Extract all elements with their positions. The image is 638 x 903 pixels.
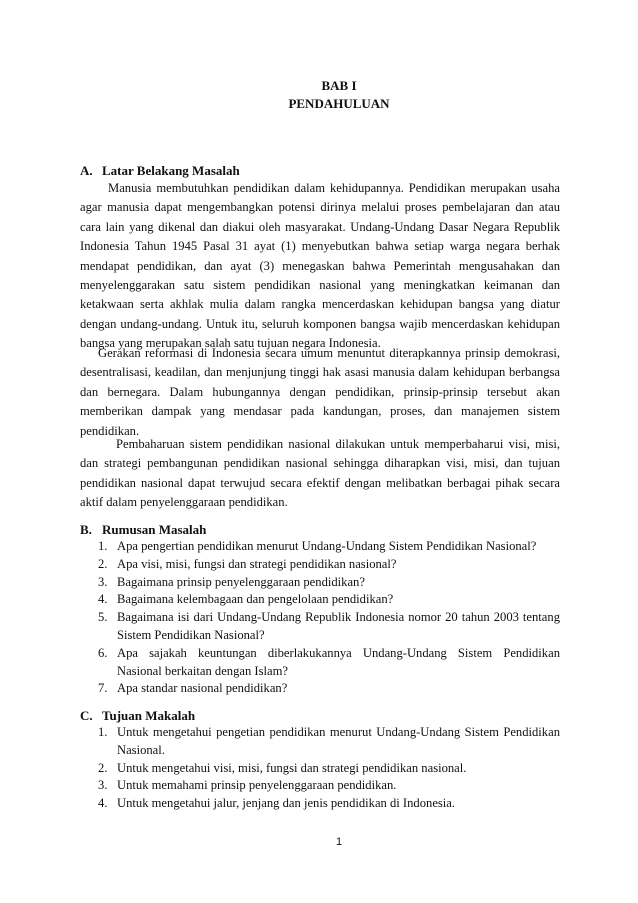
item-text: Untuk mengetahui pengetian pendidikan menurut Undang-Undang Sistem Pendidikan Nasional. <box>117 725 560 757</box>
page-number: 1 <box>335 836 343 848</box>
item-text: Apa pengertian pendidikan menurut Undang-Undang Sistem Pendidikan Nasional? <box>117 539 537 553</box>
paragraph: Gerakan reformasi di Indonesia secara umum menuntut diterapkannya prinsip demokrasi, desentralisasi, keadilan, dan menjunjung tinggi hak asasi manusia dalam kehidupan berbangsa dan bernegara. Dalam hubungannya dengan pendidikan, prinsip-prinsip tersebut akan memberikan dampak yang mendasar pada kandungan, proses, dan manajemen sistem pendidikan. <box>80 346 560 438</box>
section-title: Tujuan Makalah <box>102 708 196 723</box>
list-item <box>98 591 560 609</box>
item-number: 7. <box>98 681 108 696</box>
paragraph: Manusia membutuhkan pendidikan dalam kehidupannya. Pendidikan merupakan usaha agar manusia dapat mengembangkan potensi dirinya melalui proses pembelajaran dan atau cara lain yang dikenal dan diakui oleh masyarakat. Undang-Undang Dasar Negara Republik Indonesia Tahun 1945 Pasal 31 ayat (1) menyebutkan bahwa setiap warga negara berhak mendapat pendidikan, dan ayat (3) menegaskan bahwa Pemerintah mengusahakan dan menyelenggarakan satu sistem pendidikan nasional yang meningkatkan keimanan dan ketakwaan serta akhlak mulia dalam rangka mencerdaskan kehidupan bangsa yang diatur dengan undang-undang. Untuk itu, seluruh komponen bangsa wajib mencerdaskan kehidupan bangsa yang merupakan salah satu tujuan negara Indonesia. <box>80 181 560 351</box>
item-text: Untuk mengetahui visi, misi, fungsi dan strategi pendidikan nasional. <box>117 760 467 775</box>
item-text: Bagaimana prinsip penyelenggaraan pendidikan? <box>117 574 365 589</box>
list-item <box>98 645 560 681</box>
item-text: Untuk memahami prinsip penyelenggaraan pendidikan. <box>117 778 397 793</box>
item-number: 2. <box>98 760 108 775</box>
objective-list <box>98 724 560 813</box>
item-number: 4. <box>98 592 108 607</box>
list-item <box>98 680 560 698</box>
item-number: 6. <box>98 645 108 660</box>
list-item <box>98 538 560 556</box>
item-text: Bagaimana isi dari Undang-Undang Republik Indonesia nomor 20 tahun 2003 tentang Sistem Pendidikan Nasional? <box>117 610 560 642</box>
item-number: 1. <box>98 725 108 739</box>
item-number: 2. <box>98 556 108 571</box>
item-text: Untuk mengetahui jalur, jenjang dan jenis pendidikan di Indonesia. <box>117 796 456 811</box>
paragraph: Pembaharuan sistem pendidikan nasional dilakukan untuk memperbaharui visi, misi, dan strategi pembangunan pendidikan nasional sehingga diharapkan visi, misi, dan tujuan pendidikan nasional dapat terwujud secara efektif dengan melibatkan berbagai pihak secara aktif dalam penyelenggaraan pendidikan. <box>80 437 560 510</box>
list-item <box>98 795 560 813</box>
section-a-heading <box>80 163 240 179</box>
section-b-heading <box>80 522 206 538</box>
chapter-title: PENDAHULUAN <box>288 96 390 111</box>
list-item <box>98 724 560 760</box>
item-text: Apa visi, misi, fungsi dan strategi pendidikan nasional? <box>117 556 397 571</box>
item-number: 1. <box>98 539 108 553</box>
item-number: 3. <box>98 778 108 793</box>
item-number: 5. <box>98 610 108 625</box>
section-label: B. <box>80 522 92 537</box>
list-item <box>98 777 560 795</box>
item-text: Apa sajakah keuntungan diberlakukannya Undang-Undang Sistem Pendidikan Nasional berkaitan dengan Islam? <box>117 645 560 678</box>
section-title: Latar Belakang Masalah <box>102 163 240 178</box>
list-item <box>98 556 560 574</box>
section-title: Rumusan Masalah <box>102 522 207 537</box>
item-number: 4. <box>98 796 108 811</box>
item-text: Bagaimana kelembagaan dan pengelolaan pendidikan? <box>117 592 394 607</box>
section-c-heading <box>80 708 195 724</box>
chapter-label: BAB I <box>321 78 357 93</box>
list-item <box>98 609 560 645</box>
item-number: 3. <box>98 574 108 589</box>
problem-list <box>98 538 560 698</box>
item-text: Apa standar nasional pendidikan? <box>117 681 288 696</box>
list-item <box>98 760 560 778</box>
section-label: C. <box>80 708 93 723</box>
list-item <box>98 574 560 592</box>
section-label: A. <box>80 163 93 178</box>
